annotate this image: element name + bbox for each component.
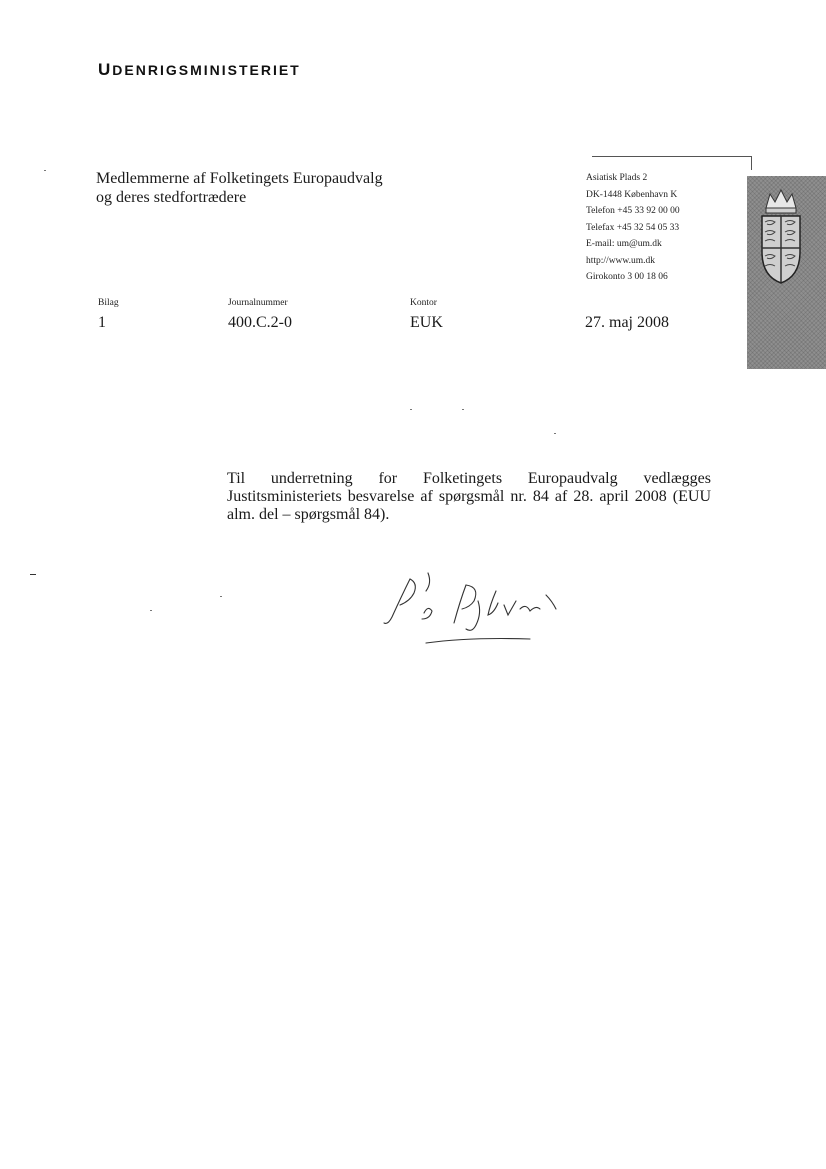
contact-email: E-mail: um@um.dk — [586, 239, 662, 249]
contact-block — [586, 170, 680, 286]
coat-of-arms-icon — [756, 186, 806, 286]
kontor-label: Kontor — [410, 298, 437, 308]
scan-speck — [150, 610, 152, 611]
journal-value: 400.C.2-0 — [228, 314, 292, 331]
contact-web: http://www.um.dk — [586, 255, 656, 266]
contact-giro: Girokonto 3 00 18 06 — [586, 272, 668, 282]
recipient-line-1: Medlemmerne af Folketingets Europaudvalg — [96, 170, 383, 187]
scan-speck — [554, 433, 556, 434]
scan-dash — [30, 574, 36, 575]
bilag-value: 1 — [98, 314, 106, 331]
ministry-name-rest: DENRIGSMINISTERIET — [112, 62, 301, 78]
contact-fax: Telefax +45 32 54 05 33 — [586, 222, 680, 233]
recipient-block — [96, 169, 383, 207]
scan-speck — [44, 170, 46, 171]
contact-rule — [592, 156, 752, 157]
scan-speck — [220, 596, 222, 597]
contact-phone: Telefon +45 33 92 00 00 — [586, 206, 680, 216]
contact-city: DK-1448 København K — [586, 189, 678, 200]
body-paragraph: Til underretning for Folketingets Europaudvalg vedlægges Justitsministeriets besvarelse af spørgsmål nr. 84 af 28. april 2008 (EUU alm. del – spørgsmål 84). — [227, 470, 711, 523]
contact-address: Asiatisk Plads 2 — [586, 173, 648, 183]
scan-speck — [410, 409, 412, 410]
scan-speck — [462, 409, 464, 410]
recipient-line-2: og deres stedfortrædere — [96, 189, 247, 206]
ministry-name — [98, 60, 301, 80]
letter-date: 27. maj 2008 — [585, 314, 669, 331]
ministry-name-initial: U — [98, 60, 113, 79]
bilag-label: Bilag — [98, 298, 119, 308]
contact-rule-tick — [751, 156, 752, 170]
journal-label: Journalnummer — [228, 298, 288, 308]
handwritten-signature — [370, 565, 570, 655]
kontor-value: EUK — [410, 314, 443, 331]
